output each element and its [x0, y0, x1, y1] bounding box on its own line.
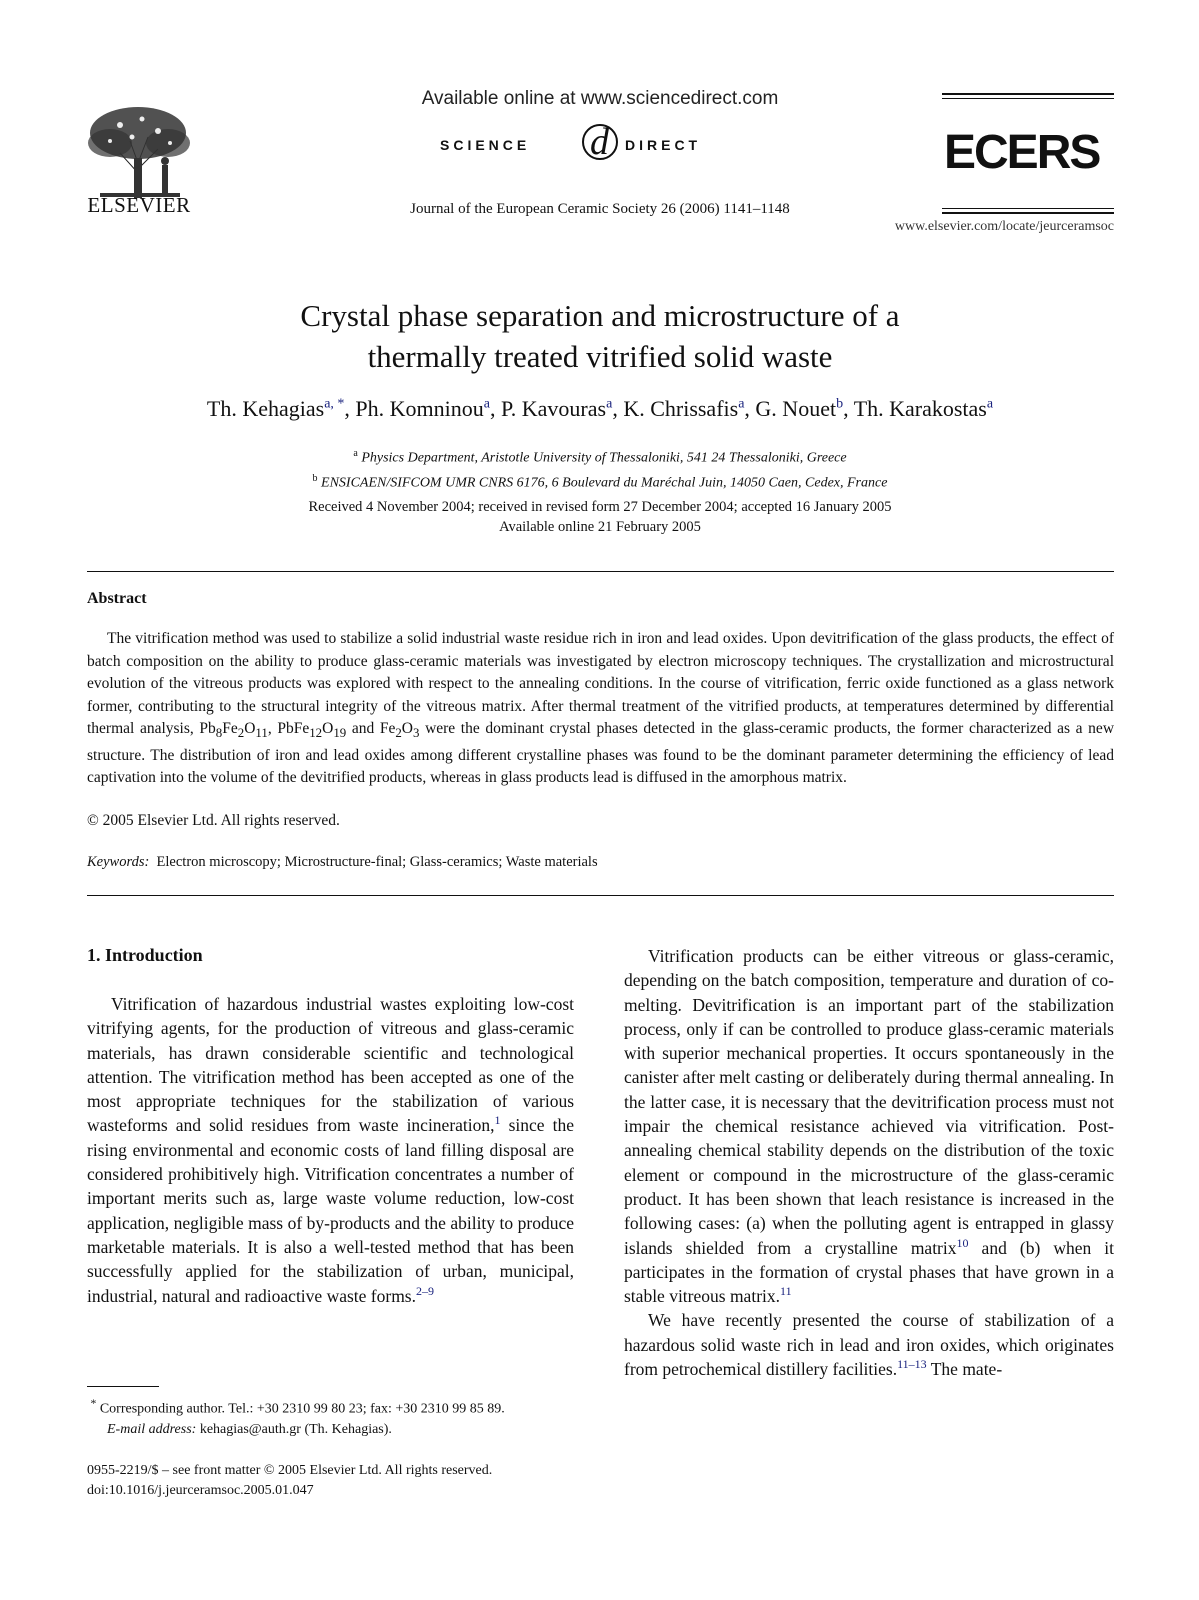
author-name: G. Nouet — [755, 396, 837, 421]
author-name: Th. Karakostas — [853, 396, 987, 421]
paragraph: Vitrification products can be either vitreous or glass-ceramic, depending on the batch composition, temperature and duration of co-melting. Devitrification is an important part of the stabilization process, only if can be controlled to produce glass-ceramic materials with superior mechanical properties. It occurs spontaneously in the canister after melt casting or deliberately during thermal annealing. In the latter case, it is necessary that the devitrification process must not impair the chemical resistance achieved via vitrification. Post-annealing chemical stability depends on the distribution of the toxic element or compound in the microstructure of the glass-ceramic product. It has been shown that leach resistance is increased in the following cases: (a) when the polluting agent is entrapped in glassy islands shielded from a crystalline matrix$^{10}$ and (b) when it participates in the formation of crystal phases that have grown in a stable vitreous matrix.$^{11}$ — [624, 946, 1114, 1307]
affiliation-b: $^b$ ENSICAEN/SIFCOM UMR CNRS 6176, 6 Boulevard du Maréchal Juin, 14050 Caen, Cedex, France — [312, 472, 888, 491]
section-divider — [87, 895, 1114, 896]
citation-link[interactable]: 11 — [780, 1284, 792, 1299]
abstract-body: The vitrification method was used to stabilize a solid industrial waste residue rich in iron and lead oxides. Upon devitrification of the glass products, the effect of batch composition on the ability to produce glass-ceramic materials was investigated by electron microscopy techniques. The crystallization and microstructural evolution of the vitreous products was explored with respect to the annealing conditions. In the course of vitrification, ferric oxide functioned as a glass network former, contributing to the structural integrity of the vitreous matrix. After thermal treatment of the vitrified products, at temperatures determined by differential thermal analysis, $Pb_8Fe_2O_{11}$, $PbFe_{12}O_{19}$ and $Fe_2O_3$ were the dominant crystal phases detected in the glass-ceramic products, the former characterized as a new structure. The distribution of iron and lead oxides among different crystalline phases was found to be the dominant parameter determining the efficiency of lead captivation into the volume of the devitrified products, whereas in glass products lead is diffused in the amorphous matrix. — [87, 630, 1115, 787]
svg-text:d: d — [590, 121, 609, 163]
doi-link[interactable]: doi:10.1016/j.jeurceramsoc.2005.01.047 — [87, 1483, 314, 1498]
citation-link[interactable]: 11–13 — [897, 1357, 927, 1372]
footnote-rule — [87, 1386, 159, 1387]
author-name: Ph. Komninou — [355, 396, 484, 421]
author-name: Th. Kehagias — [206, 396, 325, 421]
email-link[interactable]: kehagias@auth.gr (Th. Kehagias). — [199, 1421, 392, 1437]
affiliation-a: $^a$ Physics Department, Aristotle University of Thessaloniki, 541 24 Thessaloniki, Greece — [353, 448, 847, 466]
section-heading: 1. Introduction — [87, 945, 203, 965]
available-online-date: Available online 21 February 2005 — [499, 519, 701, 535]
section-divider — [87, 571, 1114, 572]
title-line-2: thermally treated vitrified solid waste — [367, 339, 833, 374]
svg-text:ECERS: ECERS — [944, 126, 1100, 174]
title-line-1: Crystal phase separation and microstructure of a — [300, 298, 900, 333]
abstract-copyright: © 2005 Elsevier Ltd. All rights reserved. — [87, 812, 340, 829]
author-affiliation-mark[interactable]: a — [483, 396, 490, 412]
author-affiliation-mark[interactable]: a — [738, 396, 745, 412]
logo-rule — [942, 93, 1114, 95]
author-name: P. Kavouras — [500, 396, 607, 421]
sciencedirect-logo — [440, 120, 760, 166]
abstract-heading: Abstract — [87, 590, 147, 607]
citation-link[interactable]: 10 — [956, 1235, 969, 1250]
author-affiliation-mark[interactable]: a — [606, 396, 613, 412]
journal-url[interactable]: www.elsevier.com/locate/jeurceramsoc — [894, 219, 1114, 234]
keywords-label: Keywords: — [87, 854, 150, 870]
author-name: K. Chrissafis — [623, 396, 739, 421]
paragraph: Vitrification of hazardous industrial wastes exploiting low-cost vitrifying agents, for the production of vitreous and glass-ceramic materials, has drawn considerable scientific and technological attention. The vitrification method has been accepted as one of the most appropriate techniques for the stabilization of various wasteforms and solid residues from waste incineration,$^1$ since the rising environmental and economic costs of land filling disposal are considered prohibitively high. Vitrification concentrates a number of important merits such as, large waste volume reduction, low-cost application, negligible mass of by-products and the ability to produce marketable materials. It is also a well-tested method that has been successfully applied for the stabilization of urban, municipal, industrial, natural and radioactive waste forms.$^{2-9}$ — [87, 994, 574, 1306]
author-list: Th. Kehagias$^{a, *}$, Ph. Komninou$^a$, P. Kavouras$^a$, K. Chrissafis$^a$, G. Nouet$^b$, Th. Karakostas$^a$ — [206, 396, 994, 421]
author-affiliation-mark[interactable]: b — [836, 396, 844, 412]
author-affiliation-mark[interactable]: a — [986, 396, 994, 412]
citation-link[interactable]: 1 — [494, 1113, 501, 1128]
publisher-name: ELSEVIER — [87, 193, 191, 217]
affiliations — [160, 444, 1040, 493]
journal-citation: Journal of the European Ceramic Society 26 (2006) 1141–1148 — [410, 201, 790, 217]
paper-title — [180, 295, 1020, 377]
front-matter — [87, 1461, 587, 1501]
issn-line: 0955-2219/$ – see front matter © 2005 Elsevier Ltd. All rights reserved. — [87, 1463, 493, 1478]
svg-text:SCIENCE: SCIENCE — [440, 137, 531, 153]
keywords-list: Electron microscopy; Microstructure-final; Glass-ceramics; Waste materials — [156, 854, 598, 870]
article-history — [160, 497, 1040, 537]
paragraph: We have recently presented the course of stabilization of a hazardous solid waste rich in lead and iron oxides, which originates from petrochemical distillery facilities.$^{11-13}$ The mate- — [624, 1310, 1114, 1380]
citation-link[interactable]: 2–9 — [416, 1283, 434, 1298]
corresponding-author-footnote: * Corresponding author. Tel.: +30 2310 99 80 23; fax: +30 2310 99 85 89. E-mail address: kehagias@auth.gr (Th. Kehagias). — [90, 1397, 505, 1437]
right-column — [624, 944, 1114, 1381]
author-affiliation-mark[interactable]: a, * — [324, 396, 345, 412]
logo-rule — [942, 208, 1114, 209]
received-dates: Received 4 November 2004; received in revised form 27 December 2004; accepted 16 January 2005 — [308, 499, 892, 515]
ecers-society-logo — [944, 126, 1114, 174]
left-column — [87, 992, 574, 1308]
available-online-banner: Available online at www.sciencedirect.com — [421, 88, 779, 109]
keywords — [87, 854, 598, 871]
logo-rule — [942, 98, 1114, 99]
svg-text:DIRECT: DIRECT — [625, 137, 702, 153]
logo-rule — [942, 212, 1114, 214]
